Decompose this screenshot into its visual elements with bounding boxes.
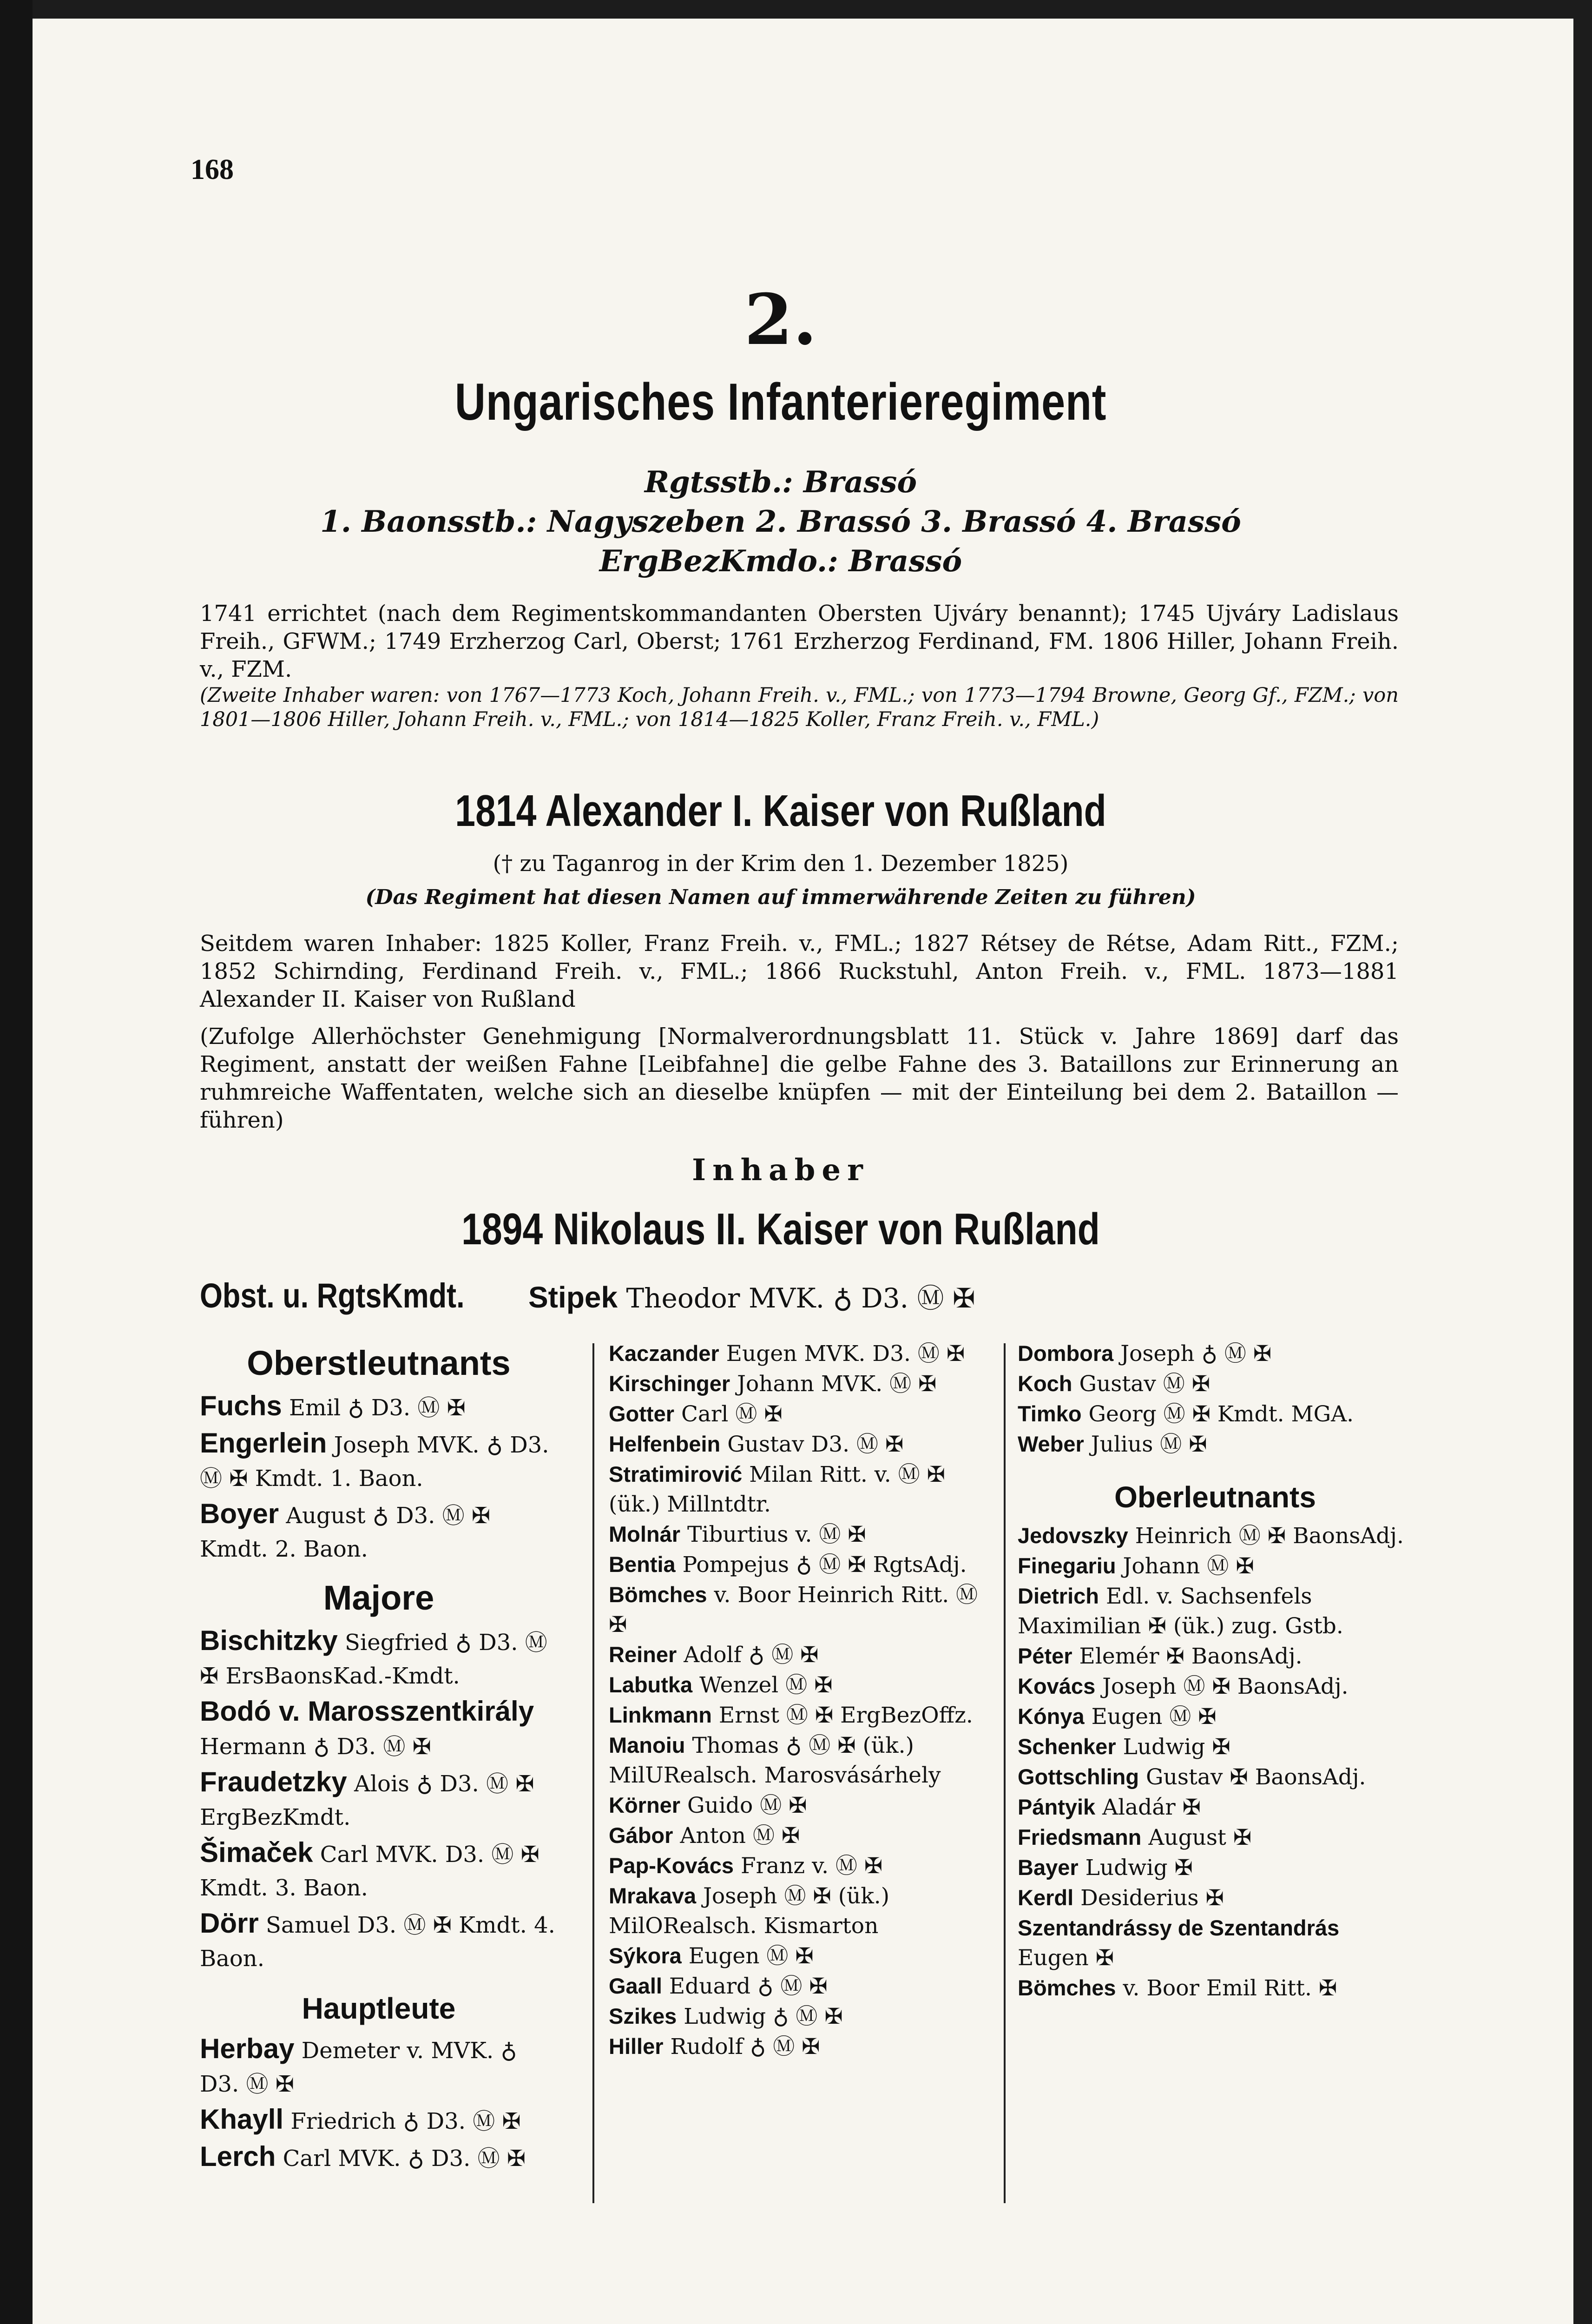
officer-name: Dietrich (1018, 1584, 1099, 1608)
officer-name: Friedsmann (1018, 1825, 1142, 1849)
officer-details: Tiburtius v. Ⓜ ✠ (687, 1522, 866, 1547)
officer-name: Hiller (609, 2034, 664, 2059)
officer-details: Siegfried ♁ D3. Ⓜ ✠ ErsBaonsKad.-Kmdt. (200, 1630, 547, 1689)
list-item (609, 1640, 994, 1670)
list-item (609, 1550, 994, 1580)
list-item (200, 1624, 558, 1693)
honorary-name-heading: 1814 Alexander I. Kaiser von Rußland (455, 786, 1106, 836)
roster-column-2 (609, 1339, 994, 2062)
officer-name: Bischitzky (200, 1625, 338, 1656)
officer-details: Julius Ⓜ ✠ (1091, 1432, 1207, 1457)
officer-details: Edl. v. Sachsenfels Maximilian ✠ (ük.) zug. Gstb. (1018, 1584, 1343, 1639)
list-item (609, 1730, 994, 1790)
list-item (1018, 1551, 1413, 1581)
list-item (1018, 1973, 1413, 2003)
officer-details: Gustav ✠ BaonsAdj. (1146, 1764, 1366, 1790)
officer-name: Herbay (200, 2033, 295, 2064)
officer-details: Eduard ♁ Ⓜ ✠ (669, 1974, 828, 1999)
officer-details: Joseph Ⓜ ✠ (ük.) MilORealsch. Kismarton (609, 1883, 890, 1939)
officer-name: Bentia (609, 1552, 676, 1577)
officer-details: Eugen ✠ (1018, 1945, 1114, 1971)
list-item (1018, 1369, 1413, 1399)
officer-details: Desiderius ✠ (1080, 1885, 1224, 1911)
list-item (200, 1389, 558, 1425)
officer-name: Weber (1018, 1432, 1084, 1456)
commander-line (200, 1276, 975, 1315)
officer-name: Labutka (609, 1672, 693, 1697)
officer-name: Timko (1018, 1401, 1082, 1426)
officer-name: Engerlein (200, 1427, 327, 1459)
baonsstb-line: 1. Baonsstb.: Nagyszeben 2. Brassó 3. Brassó 4. Brassó (320, 504, 1241, 539)
officer-name: Lerch (200, 2141, 276, 2172)
list-item (200, 2140, 558, 2175)
current-owner-heading: 1894 Nikolaus II. Kaiser von Rußland (461, 1204, 1100, 1254)
officer-name: Finegariu (1018, 1553, 1116, 1578)
officer-name: Jedovszky (1018, 1523, 1128, 1548)
officer-details: Carl MVK. ♁ D3. Ⓜ ✠ (283, 2146, 526, 2172)
officer-name: Gábor (609, 1823, 673, 1848)
scan-edge-top (0, 0, 1592, 19)
officer-name: Pántyik (1018, 1795, 1096, 1819)
scan-edge-left (0, 0, 33, 2324)
roster-column-1 (200, 1339, 558, 2177)
officer-name: Linkmann (609, 1703, 712, 1727)
commander-details: Theodor MVK. ♁ D3. Ⓜ ✠ (626, 1282, 975, 1314)
officer-details: v. Boor Emil Ritt. ✠ (1123, 1975, 1337, 2001)
officer-name: Schenker (1018, 1734, 1116, 1759)
list-item (609, 2001, 994, 2032)
officer-details: Eugen MVK. D3. Ⓜ ✠ (726, 1341, 965, 1367)
list-item (609, 1821, 994, 1851)
officer-name: Manoiu (609, 1733, 685, 1757)
officer-name: Péter (1018, 1644, 1072, 1668)
list-item (609, 2032, 994, 2062)
officer-details: Johann Ⓜ ✠ (1123, 1553, 1254, 1579)
officer-name: Boyer (200, 1498, 279, 1529)
list-item (609, 1369, 994, 1399)
list-item (1018, 1762, 1413, 1792)
ergbez-line: ErgBezKmdo.: Brassó (599, 544, 962, 579)
officer-name: Szikes (609, 2004, 677, 2028)
officer-name: Fuchs (200, 1390, 282, 1421)
officer-details: Carl Ⓜ ✠ (681, 1401, 783, 1427)
list-item (609, 1399, 994, 1429)
list-item (200, 1426, 558, 1495)
commander-name: Stipek (528, 1281, 618, 1314)
officer-details: Ernst Ⓜ ✠ ErgBezOffz. (718, 1703, 973, 1728)
officer-name: Šimaček (200, 1837, 313, 1868)
officer-details: Guido Ⓜ ✠ (687, 1793, 807, 1818)
flag-note-paragraph: (Zufolge Allerhöchster Genehmigung [Normalverordnungsblatt 11. Stück v. Jahre 1869] darf das Regiment, anstatt der weißen Fahne [Leibfahne] die gelbe Fahne des 3. Bataillons zur Erinnerung an ruhmreiche Waffentaten, welche sich an dieselbe knüpfen — mit der Einteilung bei dem 2. Bataillon — führen) (200, 1023, 1399, 1133)
officer-details: Joseph ♁ Ⓜ ✠ (1120, 1341, 1272, 1367)
roster-column-3 (1018, 1339, 1413, 2003)
officer-name: Gotter (609, 1401, 674, 1426)
officer-details: Joseph MVK. ♁ D3. Ⓜ ✠ Kmdt. 1. Baon. (200, 1432, 549, 1492)
commander-label: Obst. u. RgtsKmdt. (200, 1276, 465, 1315)
list-item (609, 1580, 994, 1640)
officer-details: Ludwig ✠ (1123, 1734, 1230, 1760)
officer-details: v. Boor Heinrich Ritt. Ⓜ ✠ (609, 1582, 978, 1637)
officer-name: Dombora (1018, 1341, 1114, 1366)
list-item (609, 1941, 994, 1971)
list-item (200, 1695, 558, 1763)
list-item (1018, 1429, 1413, 1459)
regiment-title: Ungarisches Infanterieregiment (454, 373, 1107, 431)
officer-details: August ♁ D3. Ⓜ ✠ Kmdt. 2. Baon. (200, 1503, 491, 1562)
officer-details: Georg Ⓜ ✠ Kmdt. MGA. (1088, 1401, 1354, 1427)
officer-details: Alois ♁ D3. Ⓜ ✠ ErgBezKmdt. (200, 1771, 534, 1830)
inhaber-heading: Inhaber (692, 1153, 869, 1188)
officer-details: Eugen Ⓜ ✠ (1091, 1704, 1217, 1730)
officer-details: Ludwig ♁ Ⓜ ✠ (684, 2004, 843, 2029)
officer-name: Körner (609, 1793, 681, 1817)
officer-details: Thomas ♁ Ⓜ ✠ (ük.) MilURealsch. Marosvásárhely (609, 1733, 941, 1788)
officer-details: Anton Ⓜ ✠ (680, 1823, 800, 1849)
officer-details: Rudolf ♁ Ⓜ ✠ (670, 2034, 820, 2060)
page-number: 168 (191, 154, 234, 185)
oberstleutnants-heading: Oberstleutnants (247, 1344, 511, 1382)
regiment-number: 2. (744, 279, 817, 361)
column-divider (1004, 1343, 1006, 2203)
officer-details: Emil ♁ D3. Ⓜ ✠ (289, 1395, 466, 1421)
list-item (609, 1339, 994, 1369)
officer-name: Gaall (609, 1974, 662, 1998)
officer-name: Bömches (609, 1582, 707, 1607)
honorary-death-note: († zu Taganrog in der Krim den 1. Dezember 1825) (493, 851, 1069, 877)
officer-name: Pap-Kovács (609, 1853, 734, 1878)
officer-name: Szentandrássy de Szentandrás (1018, 1915, 1340, 1940)
officer-name: Kirschinger (609, 1371, 730, 1396)
officer-name: Kónya (1018, 1704, 1085, 1729)
permanent-name-note: (Das Regiment hat diesen Namen auf immerwährende Zeiten zu führen) (365, 885, 1196, 909)
officer-name: Bayer (1018, 1855, 1079, 1880)
list-item (1018, 1883, 1413, 1913)
officer-name: Kaczander (609, 1341, 719, 1366)
officer-details: August ✠ (1148, 1825, 1252, 1850)
officer-details: Milan Ritt. v. Ⓜ ✠ (ük.) Millntdtr. (609, 1462, 945, 1517)
officer-name: Koch (1018, 1371, 1072, 1396)
list-item (609, 1700, 994, 1730)
officer-name: Gottschling (1018, 1764, 1139, 1789)
list-item (609, 1459, 994, 1519)
list-item (1018, 1581, 1413, 1641)
list-item (609, 1971, 994, 2001)
officer-details: Aladár ✠ (1102, 1795, 1201, 1820)
list-item (1018, 1702, 1413, 1732)
list-item (609, 1670, 994, 1700)
oberleutnants-heading: Oberleutnants (1114, 1480, 1316, 1514)
majore-heading: Majore (323, 1578, 434, 1617)
officer-details: Ludwig ✠ (1085, 1855, 1193, 1881)
officer-name: Mrakava (609, 1883, 697, 1908)
officer-details: Carl MVK. D3. Ⓜ ✠ Kmdt. 3. Baon. (200, 1842, 539, 1901)
officer-name: Helfenbein (609, 1432, 721, 1456)
officer-name: Khayll (200, 2104, 284, 2135)
list-item (1018, 1641, 1413, 1671)
officer-name: Reiner (609, 1642, 677, 1667)
officer-name: Fraudetzky (200, 1766, 347, 1797)
officer-details: Johann MVK. Ⓜ ✠ (737, 1371, 937, 1397)
list-item (609, 1429, 994, 1459)
officer-details: Eugen Ⓜ ✠ (688, 1943, 814, 1969)
officer-name: Kerdl (1018, 1885, 1074, 1910)
officer-name: Bodó v. Marosszentkirály (200, 1696, 534, 1727)
second-owners-paragraph: (Zweite Inhaber waren: von 1767—1773 Koch, Johann Freih. v., FML.; von 1773—1794 Browne, Georg Gf., FZM.; von 1801—1806 Hiller, Johann Freih. v., FML.; von 1814—1825 Koller, Franz Freih. v., FML.) (200, 684, 1399, 731)
officer-name: Dörr (200, 1908, 259, 1939)
list-item (200, 2032, 558, 2101)
hauptleute-heading: Hauptleute (302, 1992, 456, 2025)
officer-details: Samuel D3. Ⓜ ✠ Kmdt. 4. Baon. (200, 1912, 555, 1972)
column-divider (592, 1343, 594, 2203)
list-item (609, 1881, 994, 1941)
list-item (609, 1519, 994, 1550)
list-item (200, 1907, 558, 1975)
list-item (1018, 1792, 1413, 1822)
scan-edge-right (1573, 0, 1592, 2324)
since-owners-paragraph: Seitdem waren Inhaber: 1825 Koller, Franz Freih. v., FML.; 1827 Rétsey de Rétse, Adam Ritt., FZM.; 1852 Schirnding, Ferdinand Freih. v., FML.; 1866 Ruckstuhl, Anton Freih. v., FML. 1873—1881 Alexander II. Kaiser von Rußland (200, 931, 1399, 1012)
list-item (1018, 1822, 1413, 1853)
officer-details: Gustav D3. Ⓜ ✠ (727, 1432, 904, 1457)
list-item (200, 1836, 558, 1905)
list-item (1018, 1521, 1413, 1551)
officer-details: Joseph Ⓜ ✠ BaonsAdj. (1102, 1674, 1349, 1699)
list-item (1018, 1732, 1413, 1762)
list-item (609, 1851, 994, 1881)
list-item (1018, 1853, 1413, 1883)
officer-name: Molnár (609, 1522, 681, 1546)
officer-details: Pompejus ♁ Ⓜ ✠ RgtsAdj. (682, 1552, 967, 1578)
officer-details: Franz v. Ⓜ ✠ (741, 1853, 883, 1879)
officer-name: Sýkora (609, 1943, 682, 1968)
list-item (1018, 1339, 1413, 1369)
officer-details: Elemér ✠ BaonsAdj. (1079, 1644, 1303, 1669)
rgtsstb-line: Rgtsstb.: Brassó (644, 465, 917, 500)
list-item (200, 2103, 558, 2138)
list-item (200, 1497, 558, 1566)
officer-details: Gustav Ⓜ ✠ (1079, 1371, 1210, 1397)
officer-details: Wenzel Ⓜ ✠ (699, 1672, 833, 1698)
founding-paragraph: 1741 errichtet (nach dem Regimentskommandanten Obersten Ujváry benannt); 1745 Ujváry Ladislaus Freih., GFWM.; 1749 Erzherzog Carl, Oberst; 1761 Erzherzog Ferdinand, FM. 1806 Hiller, Johann Freih. v., FZM. (200, 601, 1399, 682)
list-item (609, 1790, 994, 1821)
officer-details: Hermann ♁ D3. Ⓜ ✠ (200, 1734, 431, 1760)
list-item (1018, 1913, 1413, 1973)
officer-name: Kovács (1018, 1674, 1096, 1698)
list-item (200, 1765, 558, 1834)
officer-details: Adolf ♁ Ⓜ ✠ (684, 1642, 819, 1668)
list-item (1018, 1671, 1413, 1702)
officer-details: Heinrich Ⓜ ✠ BaonsAdj. (1135, 1523, 1404, 1549)
officer-details: Friedrich ♁ D3. Ⓜ ✠ (290, 2108, 521, 2134)
officer-name: Stratimirović (609, 1462, 743, 1486)
list-item (1018, 1399, 1413, 1429)
officer-name: Bömches (1018, 1975, 1116, 2000)
officer-details: Demeter v. MVK. ♁ D3. Ⓜ ✠ (200, 2038, 517, 2097)
